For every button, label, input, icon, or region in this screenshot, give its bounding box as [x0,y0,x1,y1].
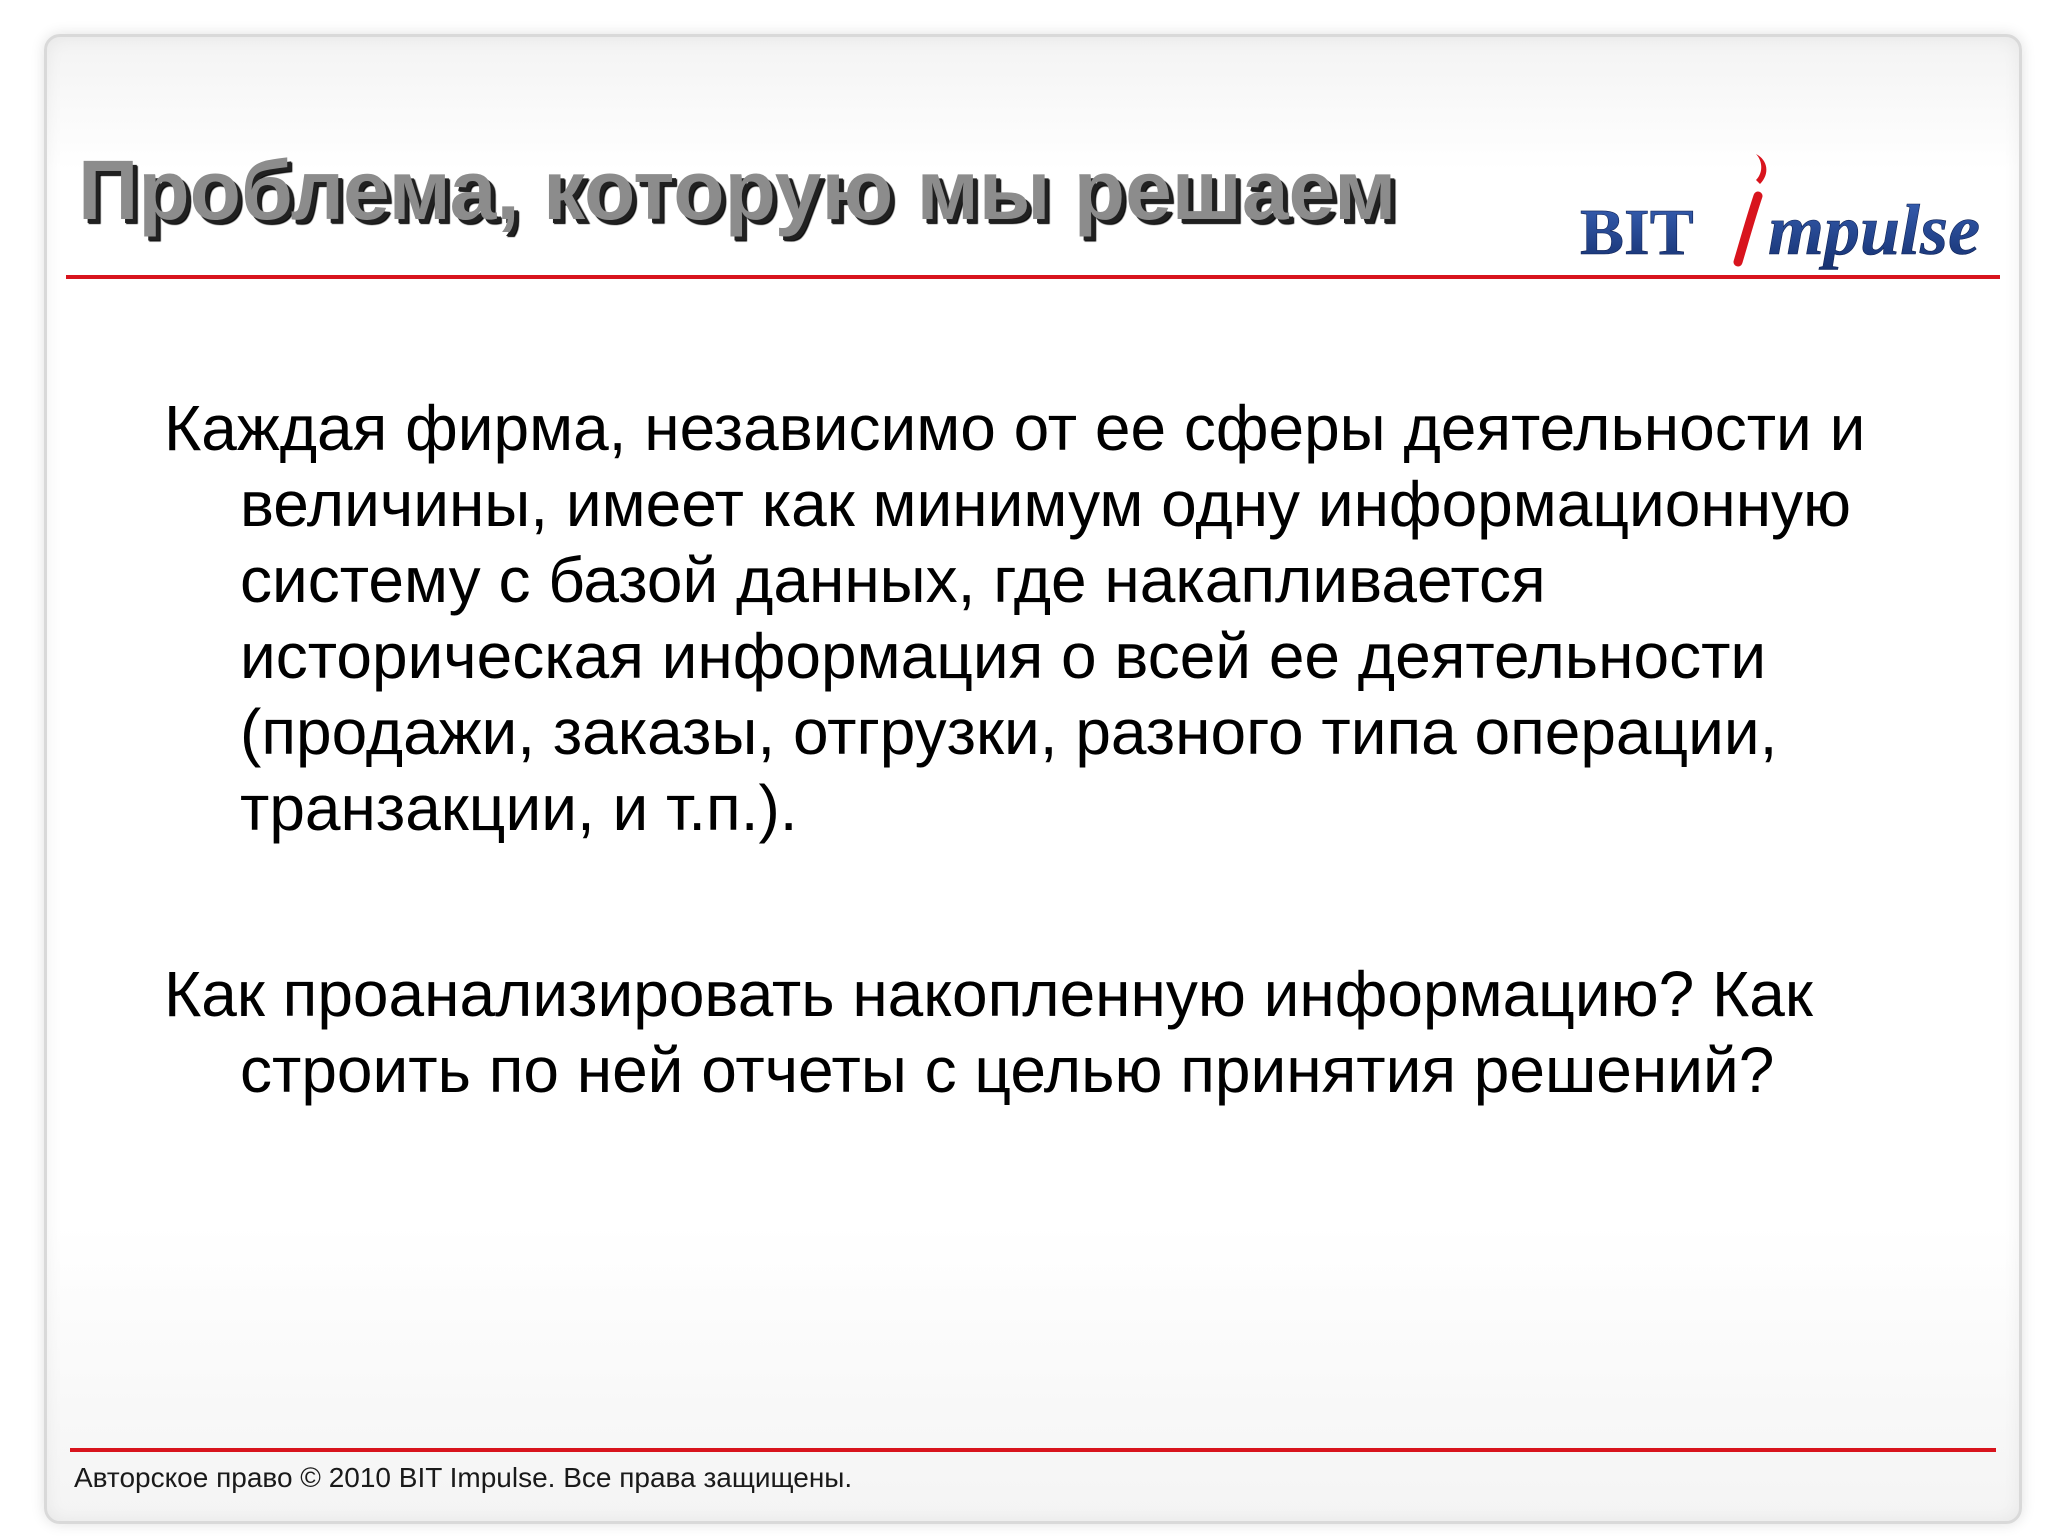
slide-body [164,390,1884,1108]
bit-impulse-logo [1578,150,2008,290]
title-divider [66,275,2000,279]
body-paragraph-1: Каждая фирма, независимо от ее сферы деятельности и величины, имеет как минимум одну информационную систему с базой данных, где накапливается историческая информация о всей ее деятельности (продажи, заказы, отгрузки, разного типа операции, транзакции, и т.п.). [164,392,1866,844]
footer-divider [70,1448,1996,1452]
logo-text-mpulse: mpulse [1768,190,1981,270]
copyright-footer: Авторское право © 2010 BIT Impulse. Все права защищены. [74,1462,853,1493]
logo-i-mark [1738,154,1766,262]
logo-text-bit: BIT [1580,196,1694,269]
slide-title: Проблема, которую мы решаем [78,143,1397,237]
body-paragraph-2: Как проанализировать накопленную информацию? Как строить по ней отчеты с целью принятия решений? [164,958,1813,1106]
